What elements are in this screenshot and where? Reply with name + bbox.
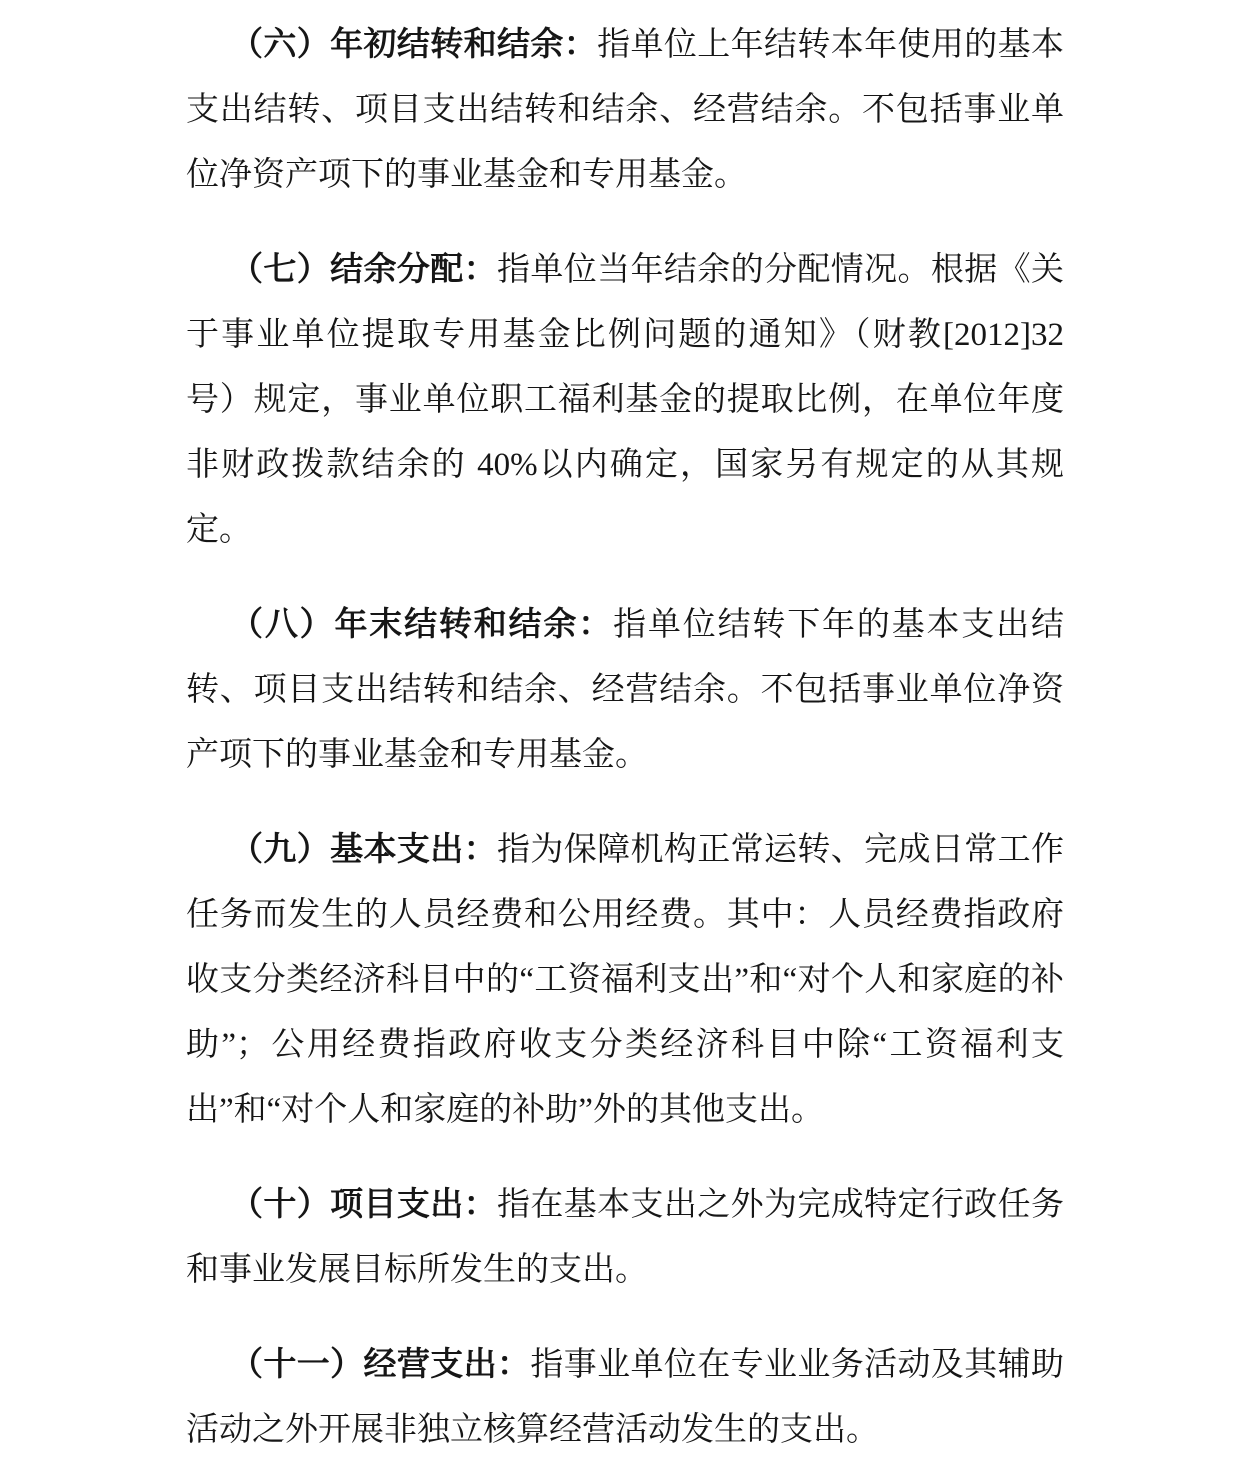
document-page [186,0,1064,1463]
definition-text-11: 指事业单位在专业业务活动及其辅助活动之外开展非独立核算经营活动发生的支出。 [186,1347,1064,1448]
definition-term-10: （十）项目支出： [230,1187,497,1223]
definition-term-7: （七）结余分配： [230,252,497,288]
definition-term-11: （十一）经营支出： [230,1347,531,1383]
definition-paragraph-9 [186,818,1064,1143]
definition-paragraph-8 [186,593,1064,788]
definition-text-7: 指单位当年结余的分配情况。根据《关于事业单位提取专用基金比例问题的通知》（财教[2012]32 号）规定，事业单位职工福利基金的提取比例，在单位年度非财政拨款结余的 40%以内确定，国家另有规定的从其规定。 [186,252,1064,548]
definition-text-6: 指单位上年结转本年使用的基本支出结转、项目支出结转和结余、经营结余。不包括事业单位净资产项下的事业基金和专用基金。 [186,27,1064,193]
definition-paragraph-11 [186,1333,1064,1463]
definition-paragraph-6 [186,13,1064,208]
definition-paragraph-10 [186,1173,1064,1303]
definition-term-9: （九）基本支出： [230,832,497,868]
definition-text-9: 指为保障机构正常运转、完成日常工作任务而发生的人员经费和公用经费。其中：人员经费指政府收支分类经济科目中的“工资福利支出”和“对个人和家庭的补助”；公用经费指政府收支分类经济科目中除“工资福利支出”和“对个人和家庭的补助”外的其他支出。 [186,832,1064,1128]
definition-term-8: （八）年末结转和结余： [230,607,614,643]
definition-text-10: 指在基本支出之外为完成特定行政任务和事业发展目标所发生的支出。 [186,1187,1064,1288]
definition-paragraph-7 [186,238,1064,563]
definition-text-8: 指单位结转下年的基本支出结转、项目支出结转和结余、经营结余。不包括事业单位净资产项下的事业基金和专用基金。 [186,607,1065,773]
definition-term-6: （六）年初结转和结余： [230,27,598,63]
